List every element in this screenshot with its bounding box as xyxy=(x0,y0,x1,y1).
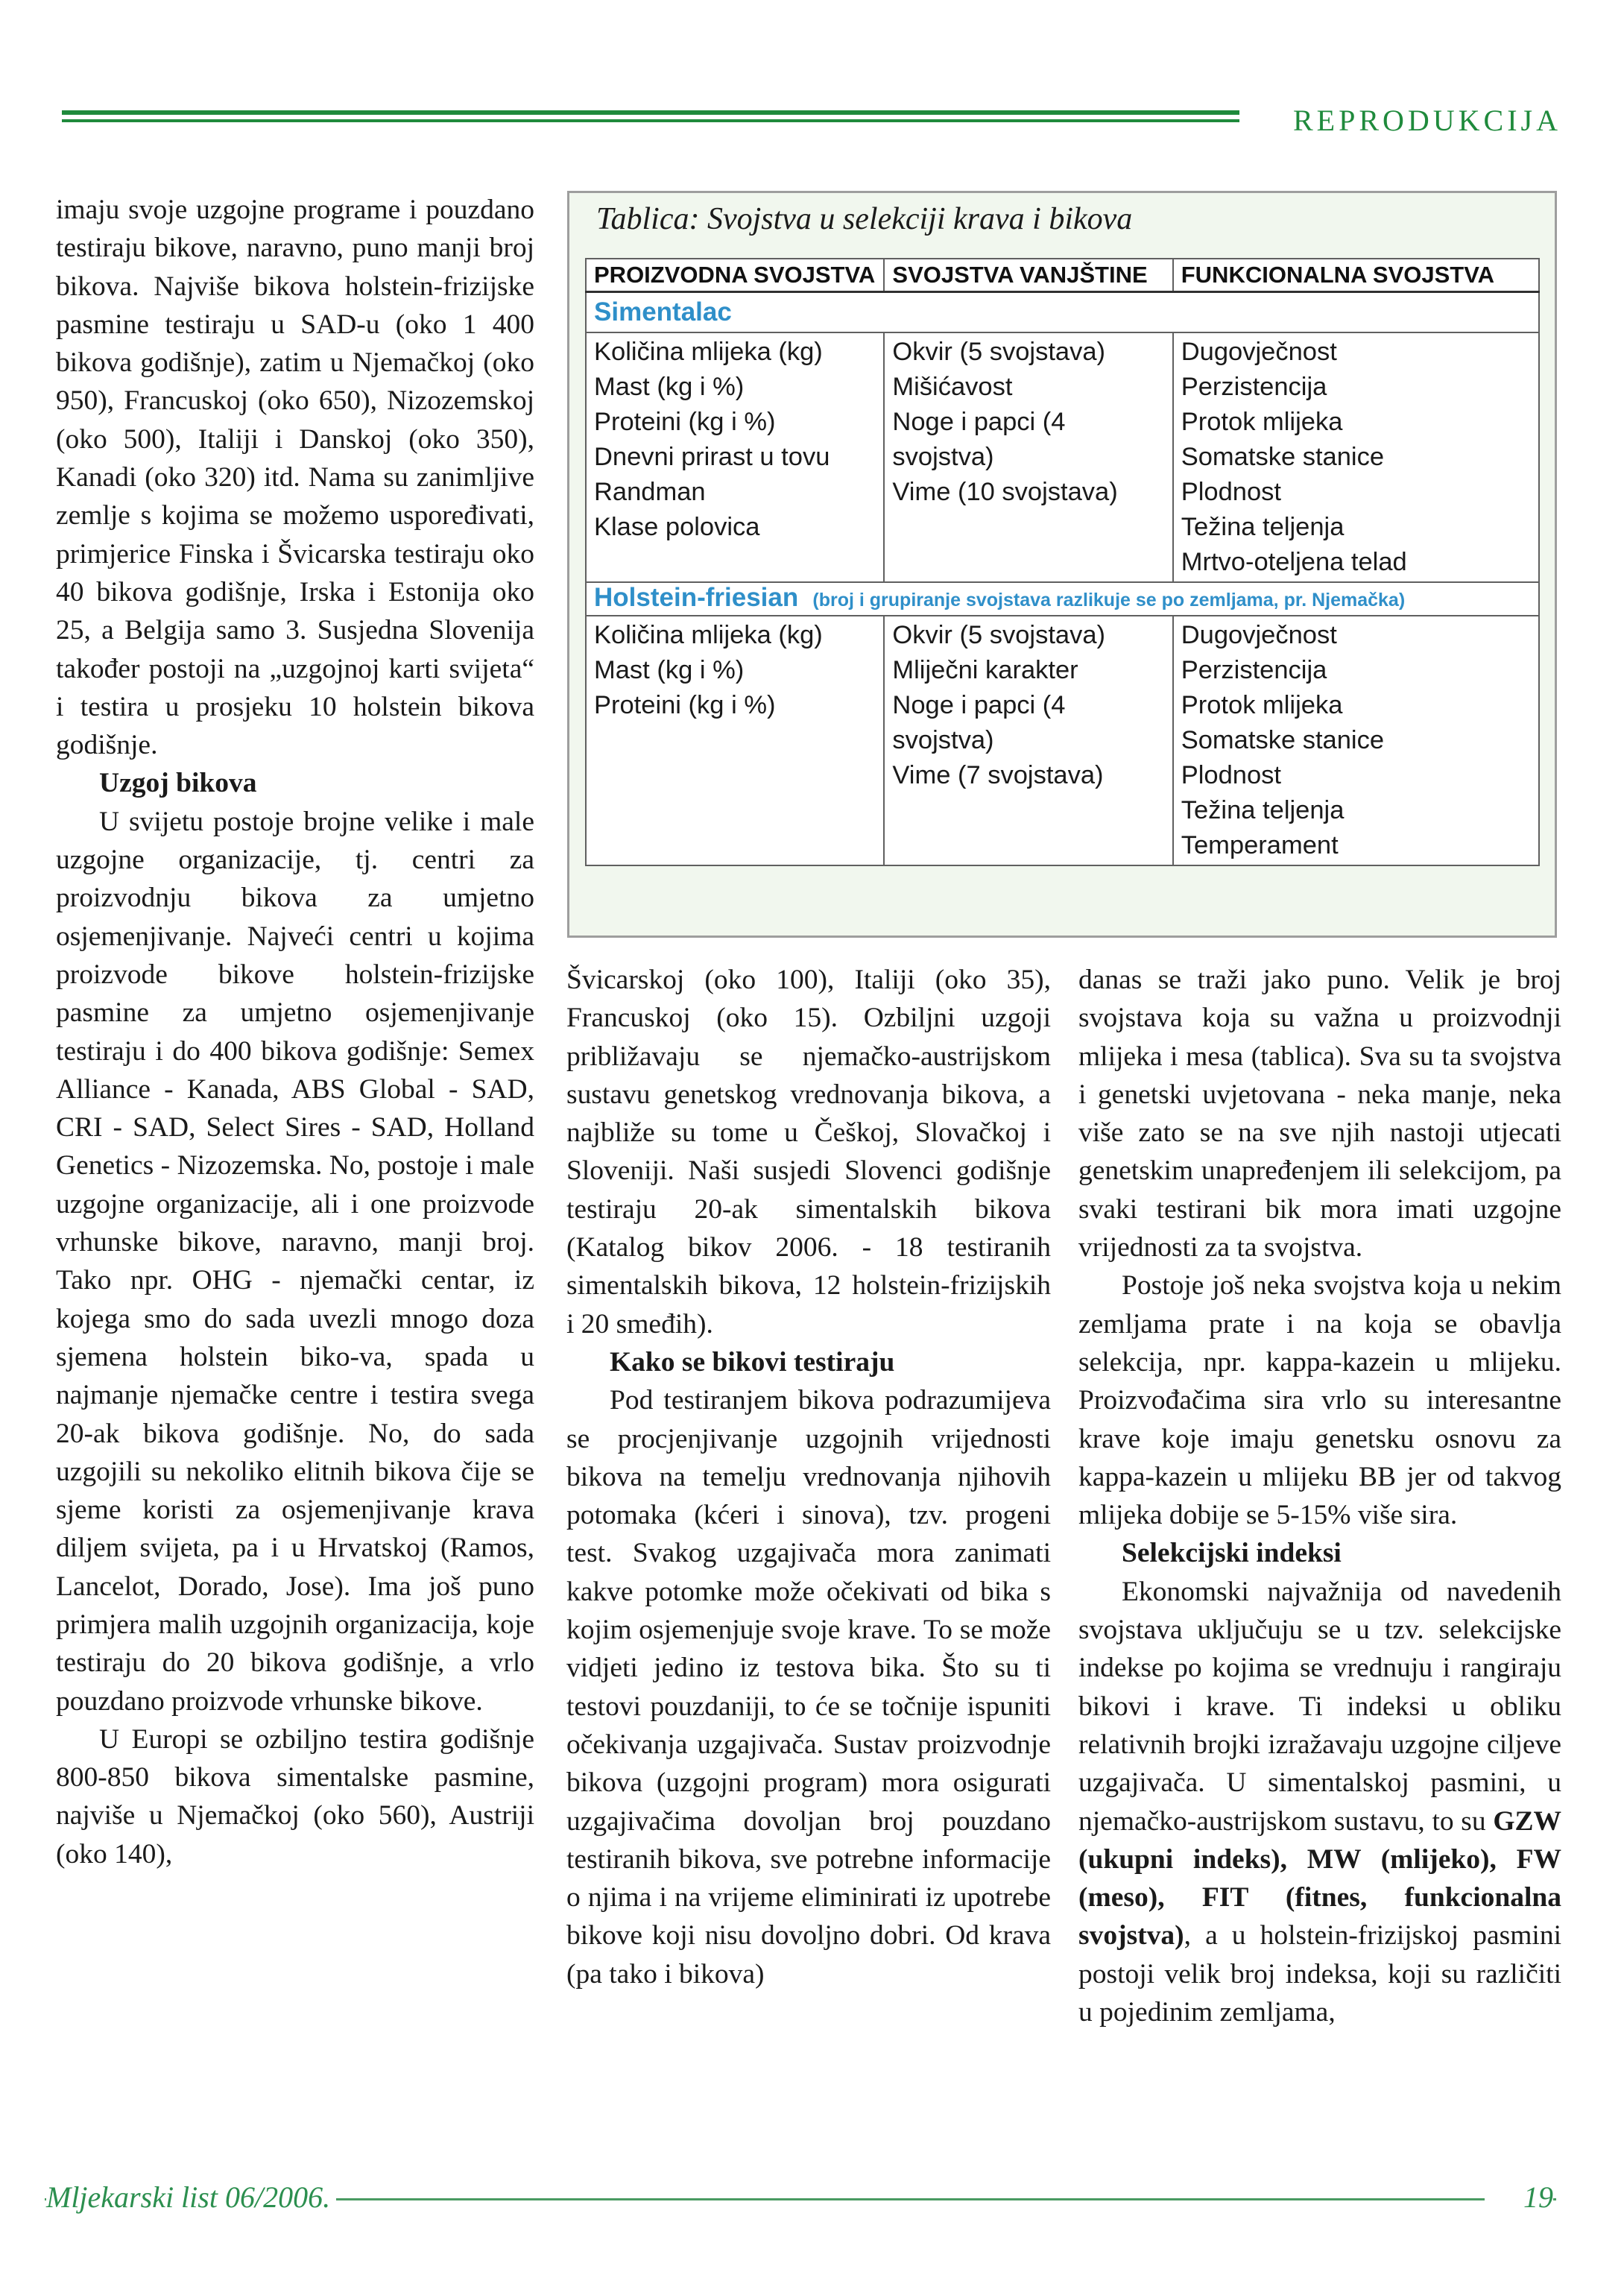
col1-heading: Uzgoj bikova xyxy=(99,768,257,799)
article-column-2 xyxy=(566,961,1051,1993)
cell-line: Protok mlijeka xyxy=(1181,691,1343,719)
cell-line: Perzistencija xyxy=(1181,656,1327,684)
cell-line: Vime (10 svojstava) xyxy=(892,478,1118,506)
cell-line: Okvir (5 svojstava) xyxy=(892,621,1106,649)
cell-line: Dugovječnost xyxy=(1181,621,1337,649)
col3-paragraph-3 xyxy=(1078,1573,1561,2032)
table-section-row xyxy=(586,582,1539,616)
table-header-cell: PROIZVODNA SVOJSTVA xyxy=(586,259,884,292)
article-column-1 xyxy=(56,191,534,1873)
cell-line: Mast (kg i %) xyxy=(594,373,745,401)
table-row xyxy=(586,332,1539,582)
cell-line: Dugovječnost xyxy=(1181,338,1337,366)
section-title: REPRODUKCIJA xyxy=(1292,104,1561,137)
section-note: (broj i grupiranje svojstava razlikuje se po zemljama, pr. Njemačka) xyxy=(812,590,1406,610)
table-cell xyxy=(884,332,1172,582)
table-cell xyxy=(586,332,884,582)
footer-publication: Mljekarski list 06/2006. xyxy=(46,2180,336,2215)
cell-line: Okvir (5 svojstava) xyxy=(892,338,1106,366)
table-cell xyxy=(1173,616,1539,865)
traits-table xyxy=(585,258,1540,866)
col1-paragraph-2: U svijetu postoje brojne velike i male uzgojne organizacije, tj. centri za proizvodnju bikova za umjetno osjemenjivanje. Najveći centri u kojima proizvode bikove holstein-frizijske pasmine za umjetno osjemenjivanje testiraju i do 400 bikova godišnje: Semex Alliance - Kanada, ABS Global - SAD, CRI - SAD, Select Sires - SAD, Holland Genetics - Nizozemska. No, postoje i male uzgojne organizacije, ali i one proizvode vrhunske bikove, naravno, manji broj. Tako npr. OHG - njemački centar, iz kojega smo do sada uvezli mnogo doza sjemena holstein biko-va, spada u najmanje njemačke centre i testira svega 20-ak bikova godišnje. No, do sada uzgojili su nekoliko elitnih bikova čije se sjeme koristi za osjemenjivanje krava diljem svijeta, pa i u Hrvatskoj (Ramos, Lancelot, Dorado, Jose). Ima još puno primjera malih uzgojnih organizacija, koje testiraju do 20 bikova godišnje, a vrlo pouzdano proizvode vrhunske bikove. xyxy=(56,806,534,1717)
table-cell xyxy=(1173,332,1539,582)
cell-line: Temperament xyxy=(1181,831,1339,859)
cell-line: Mrtvo-oteljena telad xyxy=(1181,548,1407,576)
col3-p3-text-b: , a u holstein-frizijskoj pasmini postoji velik broj indeksa, koji su različiti u pojedinim zemljama, xyxy=(1078,1920,1561,2028)
cell-line: Težina teljenja xyxy=(1181,796,1345,824)
col1-paragraph-3: U Europi se ozbiljno testira godišnje 800-850 bikova simentalske pasmine, najviše u Njemačkoj (oko 560), Austriji (oko 140), xyxy=(56,1723,534,1870)
header-rule-top xyxy=(62,110,1239,115)
col2-heading: Kako se bikovi testiraju xyxy=(610,1346,895,1378)
table-cell xyxy=(586,616,884,865)
cell-line: Količina mlijeka (kg) xyxy=(594,621,823,649)
table-header-cell: SVOJSTVA VANJŠTINE xyxy=(884,259,1172,292)
col3-paragraph-1: danas se traži jako puno. Velik je broj svojstava koja su važna u proizvodnji mlijeka i mesa (tablica). Sva su ta svojstva i genetski uvjetovana - neka manje, neka više zato se na sve njih nastoji utjecati genetskim unapređenjem ili selekcijom, pa svaki testirani bik mora imati uzgojne vrijednosti za ta svojstva. xyxy=(1078,965,1561,1263)
col3-p3-bold: GZW (ukupni indeks), MW (mlijeko), FW (meso), FIT (fitnes, funkcionalna svojstva) xyxy=(1078,1805,1561,1952)
cell-line: Protok mlijeka xyxy=(1181,408,1343,436)
cell-line: Mišićavost xyxy=(892,373,1013,401)
table-header-cell: FUNKCIONALNA SVOJSTVA xyxy=(1173,259,1539,292)
table-header-row xyxy=(586,259,1539,292)
table-row xyxy=(586,616,1539,865)
col2-paragraph-2: Pod testiranjem bikova podrazumijeva se procjenjivanje uzgojnih vrijednosti bikova na temelju vrednovanja njihovih potomaka (kćeri i sinova), tzv. progeni test. Svakog uzgajivača mora zanimati kakve potomke može očekivati od bika s kojim osjemenjuje svoje krave. To se može vidjeti jedino iz testova bika. Što su ti testovi pouzdaniji, to će se točnije ispuniti očekivanja uzgajivača. Sustav proizvodnje bikova (uzgojni program) mora osigurati uzgajivačima dovoljan broj pouzdano testiranih bikova, sve potrebne informacije o njima i na vrijeme eliminirati iz upotrebe bikove koji nisu dovoljno dobri. Od krava (pa tako i bikova) xyxy=(566,1385,1051,1990)
cell-line: Vime (7 svojstava) xyxy=(892,761,1104,789)
header-rule-bottom xyxy=(62,119,1239,122)
cell-line: Somatske stanice xyxy=(1181,443,1385,471)
col2-paragraph-1: Švicarskoj (oko 100), Italiji (oko 35), Francuskoj (oko 15). Ozbiljni uzgoji približavaju se njemačko-austrijskom sustavu genetskog vrednovanja bikova, a najbliže su tome u Češkoj, Slovačkoj i Sloveniji. Naši susjedi Slovenci godišnje testiraju 20-ak simentalskih bikova (Katalog bikov 2006. - 18 testiranih simentalskih bikova, 12 holstein-frizijskih i 20 smeđih). xyxy=(566,965,1051,1340)
cell-line: Mast (kg i %) xyxy=(594,656,745,684)
table-caption: Tablica: Svojstva u selekciji krava i bikova xyxy=(596,202,1133,236)
col3-heading: Selekcijski indeksi xyxy=(1122,1538,1342,1569)
cell-line: Noge i papci (4 svojstva) xyxy=(892,691,1066,754)
cell-line: Klase polovica xyxy=(594,513,760,541)
col3-p3-text-a: Ekonomski najvažnija od navedenih svojstava uključuju se u tzv. selekcijske indekse po kojima se vrednuju i rangiraju bikovi i krave. Ti indeksi u obliku relativnih brojki izražavaju uzgojne ciljeve uzgajivača. U simentalskoj pasmini, u njemačko-austrijskom sustavu, to su xyxy=(1078,1576,1561,1837)
table-section-row xyxy=(586,292,1539,333)
page-number: 19 xyxy=(1485,2180,1553,2215)
cell-line: Težina teljenja xyxy=(1181,513,1345,541)
section-name: Holstein-friesian xyxy=(594,583,799,612)
cell-line: Plodnost xyxy=(1181,478,1281,506)
table-cell xyxy=(884,616,1172,865)
cell-line: Noge i papci (4 svojstva) xyxy=(892,408,1066,471)
cell-line: Količina mlijeka (kg) xyxy=(594,338,823,366)
col1-paragraph-1: imaju svoje uzgojne programe i pouzdano testiraju bikove, naravno, puno manji broj bikova. Najviše bikova holstein-frizijske pasmine testiraju u SAD-u (oko 1 400 bikova godišnje), zatim u Njemačkoj (oko 950), Francuskoj (oko 650), Nizozemskoj (oko 500), Italiji i Danskoj (oko 350), Kanadi (oko 320) itd. Nama su zanimljive zemlje s kojima se možemo uspoređivati, primjerice Finska i Švicarska testiraju oko 40 bikova godišnje, Irska i Estonija oko 25, a Belgija samo 3. Susjedna Slovenija također postoji na „uzgojnoj karti svijeta“ i testira u prosjeku 10 holstein bikova godišnje. xyxy=(56,195,534,761)
cell-line: Perzistencija xyxy=(1181,373,1327,401)
article-column-3 xyxy=(1078,961,1561,2031)
section-name: Simentalac xyxy=(594,297,732,326)
cell-line: Mliječni karakter xyxy=(892,656,1078,684)
cell-line: Plodnost xyxy=(1181,761,1281,789)
cell-line: Proteini (kg i %) xyxy=(594,691,776,719)
cell-line: Somatske stanice xyxy=(1181,726,1385,754)
cell-line: Randman xyxy=(594,478,706,506)
col3-paragraph-2: Postoje još neka svojstva koja u nekim zemljama prate i na koja se obavlja selekcija, npr. kappa-kazein u mlijeku. Proizvođačima sira vrlo su interesantne krave koje imaju genetsku osnovu za kappa-kazein u mlijeku BB jer od takvog mlijeka dobije se 5-15% više sira. xyxy=(1078,1270,1561,1531)
cell-line: Dnevni prirast u tovu xyxy=(594,443,830,471)
cell-line: Proteini (kg i %) xyxy=(594,408,776,436)
